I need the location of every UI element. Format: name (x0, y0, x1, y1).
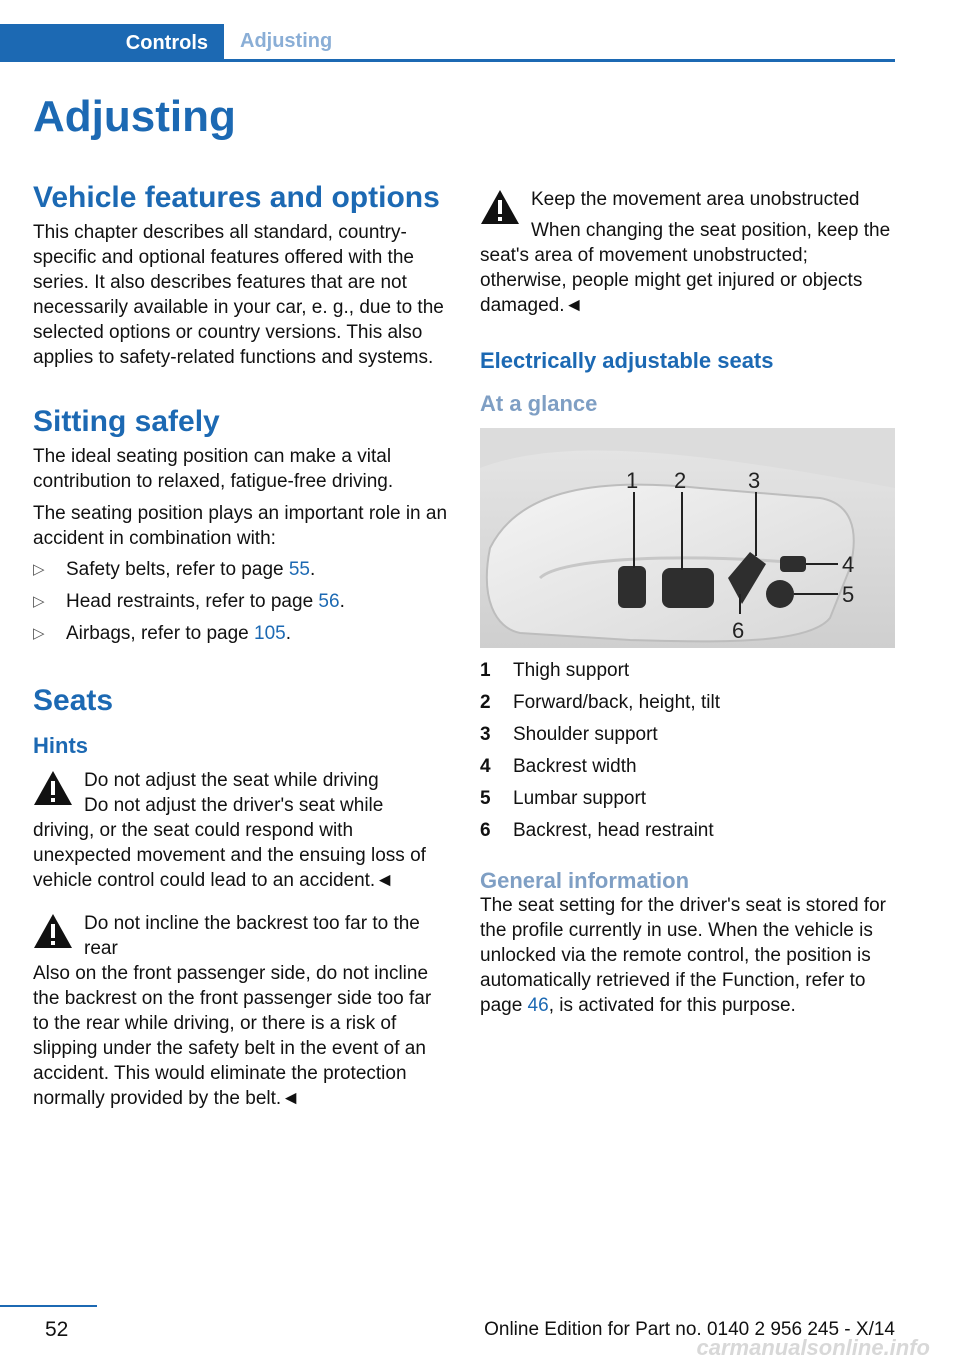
warning-triangle-icon (33, 913, 73, 949)
vehicle-features-heading: Vehicle features and options (33, 181, 440, 214)
figure-label: 6 (732, 618, 745, 643)
page-link[interactable]: 56 (318, 591, 340, 612)
figure-legend (480, 658, 895, 850)
figure-label: 2 (674, 468, 687, 493)
vehicle-features-text: This chapter describes all standard, country-specific and optional features offered with the series. It also describes features that are not necessarily available in your car, e. g., due to the selected options or country versions. This also applies to safety-related functions and systems. (33, 222, 444, 368)
legend-row: 3 Shoulder support (480, 724, 658, 745)
legend-row: 1 Thigh support (480, 660, 630, 681)
warning-triangle-icon (480, 189, 520, 225)
sitting-safely-heading: Sitting safely (33, 405, 220, 438)
list-item: ▷ Head restraints, refer to page 56. (33, 591, 345, 612)
sitting-paragraph-1: The ideal seating position can make a vital contribution to relaxed, fatigue-free driving. (33, 446, 394, 492)
warning-box (33, 768, 448, 893)
warning-box (480, 187, 895, 318)
triangle-bullet-icon: ▷ (33, 561, 45, 578)
electric-seats-heading: Electrically adjustable seats (480, 348, 774, 373)
general-information-text: The seat setting for the driver's seat is stored for the profile currently in use. When the vehicle is unlocked via the remote control, the position is automatically retrieved if the Function, refer to page 46, is activated for this purpose. (480, 895, 886, 1016)
legend-row: 6 Backrest, head restraint (480, 820, 714, 841)
page-link[interactable]: 46 (527, 995, 549, 1016)
warning-body: Also on the front passenger side, do not incline the backrest on the front passenger side too far to the rear while driving, or there is a risk of slipping under the safety belt in the event of an accident. This would eliminate the protection normally provided by the belt.◄ (33, 963, 432, 1109)
warning-box (33, 911, 448, 1111)
hints-heading: Hints (33, 733, 88, 758)
legend-row: 2 Forward/back, height, tilt (480, 692, 720, 713)
header-section-tab[interactable]: Controls (0, 24, 224, 62)
header-rule (0, 59, 895, 62)
figure-label: 5 (842, 582, 855, 607)
legend-row: 5 Lumbar support (480, 788, 647, 809)
at-a-glance-heading: At a glance (480, 391, 598, 416)
seat-controls-figure (480, 428, 895, 648)
warning-body: When changing the seat position, keep the seat's area of movement unobstructed; otherwise, people might get injured or objects damaged.◄ (480, 220, 891, 316)
seat-position-switch (662, 568, 714, 608)
page-number: 52 (45, 1318, 69, 1341)
figure-label: 4 (842, 552, 855, 577)
edition-text: Online Edition for Part no. 0140 2 956 245 - X/14 (484, 1319, 895, 1340)
seat-controls-illustration (480, 428, 895, 648)
header-bar (0, 24, 895, 62)
triangle-bullet-icon: ▷ (33, 625, 45, 642)
bullet-list (33, 557, 448, 653)
list-item: ▷ Airbags, refer to page 105. (33, 623, 291, 644)
right-column (480, 187, 895, 1018)
triangle-bullet-icon: ▷ (33, 593, 45, 610)
warning-title: Keep the movement area unobstructed (531, 189, 860, 210)
left-column (33, 180, 448, 1111)
warning-title: Do not adjust the seat while driving (84, 770, 379, 791)
page-link[interactable]: 55 (288, 559, 310, 580)
general-information-heading: General information (480, 868, 690, 893)
backrest-width-switch (780, 556, 806, 572)
watermark: carmanualsonline.info (696, 1335, 930, 1360)
warning-title: Do not incline the backrest too far to the rear (84, 913, 420, 959)
header-subsection-tab[interactable]: Adjusting (240, 30, 333, 52)
thigh-support-switch (618, 566, 646, 608)
figure-label: 1 (626, 468, 639, 493)
page-title: Adjusting (33, 92, 236, 141)
legend-row: 4 Backrest width (480, 756, 637, 777)
footer-rule (0, 1305, 97, 1307)
figure-label: 3 (748, 468, 761, 493)
lumbar-support-button (766, 580, 794, 608)
seats-heading: Seats (33, 684, 114, 717)
warning-triangle-icon (33, 770, 73, 806)
list-item: ▷ Safety belts, refer to page 55. (33, 559, 316, 580)
page-link[interactable]: 105 (254, 623, 286, 644)
warning-body: Do not adjust the driver's seat while driving, or the seat could respond with unexpected movement and the ensuing loss of vehicle control could lead to an accident.◄ (33, 795, 426, 891)
sitting-paragraph-2: The seating position plays an important role in an accident in combination with: (33, 503, 448, 549)
